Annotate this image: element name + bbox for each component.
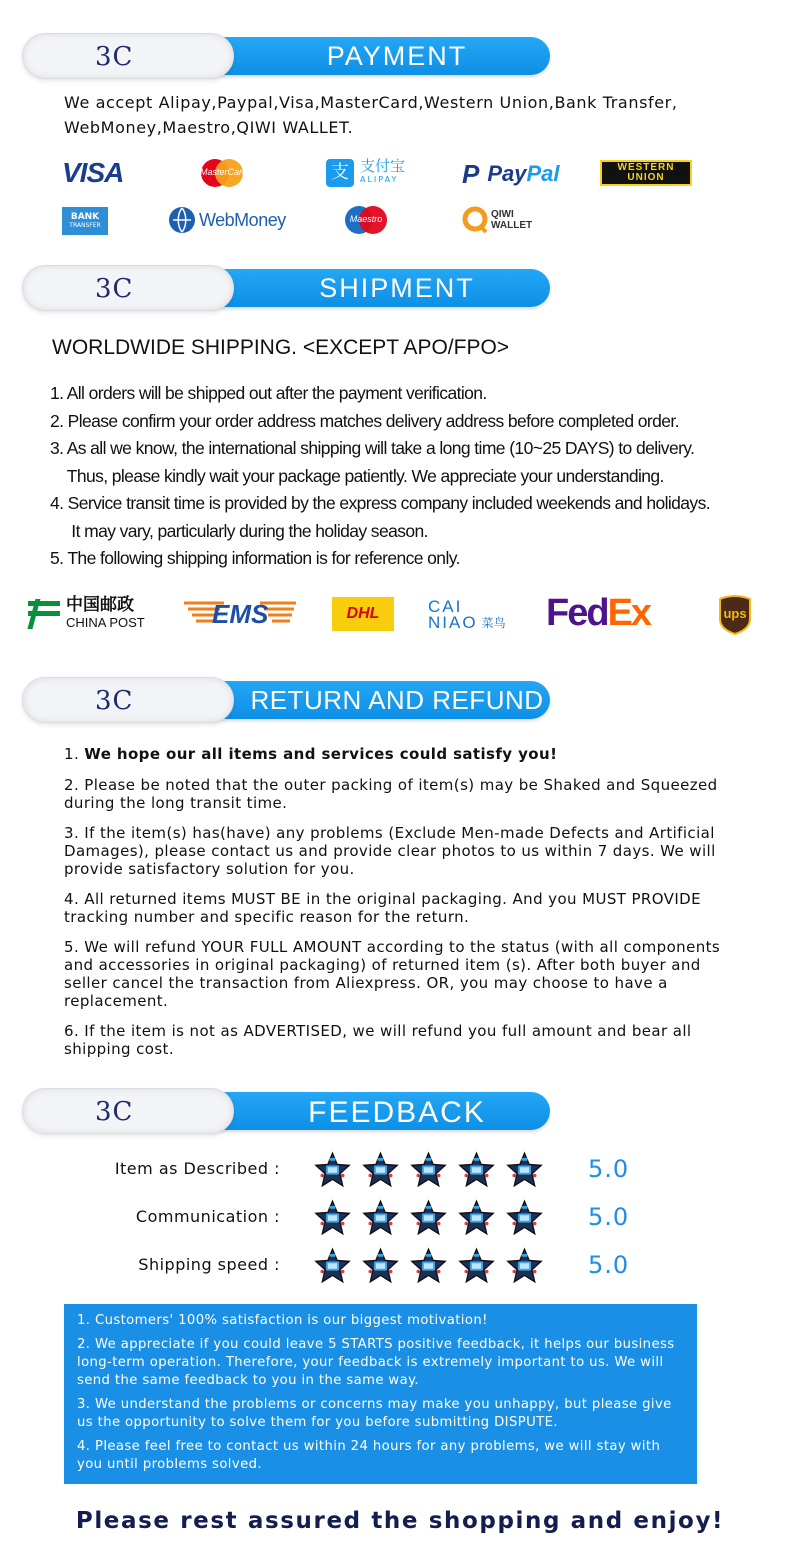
western-union-logo: WESTERN UNION	[600, 160, 692, 186]
star-icon	[506, 1151, 543, 1189]
shipment-title: SHIPMENT	[319, 273, 475, 303]
star-icon	[410, 1199, 447, 1237]
maestro-logo: Maestro	[342, 205, 390, 235]
webmoney-logo: WebMoney	[168, 205, 286, 235]
feedback-note: 4. Please feel free to contact us within 24 hours for any problems, we will stay with you until problems solved.	[77, 1439, 661, 1472]
return-item: 6. If the item is not as ADVERTISED, we will refund you full amount and bear all shipping cost.	[64, 1022, 692, 1058]
visa-logo: VISA	[62, 157, 124, 188]
mastercard-logo: MasterCard	[198, 158, 246, 188]
feedback-notes	[64, 1304, 697, 1484]
return-item: 4. All returned items MUST BE in the original packaging. And you MUST PROVIDE tracking number and specific reason for the return.	[64, 890, 701, 926]
star-icon	[314, 1247, 351, 1285]
rating-score: 5.0	[588, 1251, 630, 1279]
star-icon	[458, 1151, 495, 1189]
star-icon	[314, 1151, 351, 1189]
qiwi-logo: QIWI WALLET	[462, 205, 532, 235]
rating-row-communication	[0, 1199, 800, 1239]
shipping-term: 3. As all we know, the international shipping will take a long time (10~25 DAYS) to delivery.	[50, 438, 695, 458]
cainiao-logo: CAI NIAO 菜鸟	[428, 597, 506, 632]
alipay-logo: 支 支付宝 ALIPAY	[326, 158, 405, 188]
paypal-icon: P	[462, 158, 480, 189]
star-icon	[506, 1199, 543, 1237]
star-icon	[314, 1199, 351, 1237]
fedex-logo: Fed Ex	[546, 591, 651, 634]
rating-row-shipping-speed	[0, 1247, 800, 1287]
star-rating	[314, 1199, 554, 1239]
shipping-term: Thus, please kindly wait your package patiently. We appreciate your understanding.	[50, 465, 664, 486]
bank-transfer-logo: BANK TRANSFER	[62, 207, 108, 235]
shipping-terms-list	[50, 380, 770, 573]
globe-icon	[168, 206, 196, 234]
rating-score: 5.0	[588, 1203, 630, 1231]
star-rating	[314, 1247, 554, 1287]
star-icon	[410, 1247, 447, 1285]
china-post-logo: 中国邮政 CHINA POST	[26, 596, 145, 632]
star-icon	[362, 1151, 399, 1189]
feedback-title: FEEDBACK	[308, 1096, 486, 1129]
closing-message: Please rest assured the shopping and enjoy!	[75, 1508, 725, 1534]
rating-label: Item as Described :	[114, 1159, 280, 1178]
star-icon	[458, 1247, 495, 1285]
star-icon	[506, 1247, 543, 1285]
shipment-banner	[22, 265, 550, 311]
brand-logo: 3C	[95, 1097, 134, 1127]
feedback-note: 3. We understand the problems or concerns may make you unhappy, but please give us the opportunity to solve them for you before submitting DISPUTE.	[77, 1397, 672, 1430]
rating-label: Communication :	[135, 1207, 280, 1226]
return-item: 3. If the item(s) has(have) any problems (Exclude Men-made Defects and Artificial Damages), please contact us and provide clear photos to us within 7 days. We will provide satisfactory solution for you.	[64, 824, 716, 878]
star-icon	[362, 1247, 399, 1285]
feedback-note: 2. We appreciate if you could leave 5 STARTS positive feedback, it helps our business long-term operation. Therefore, your feedback is extremely important to us. We will send the same feedback to you in the same way.	[77, 1337, 675, 1388]
china-post-icon	[26, 597, 62, 631]
return-policy-list	[64, 745, 744, 1070]
shipping-term: 1. All orders will be shipped out after the payment verification.	[50, 383, 487, 403]
payment-text: We accept Alipay,Paypal,Visa,MasterCard,Western Union,Bank Transfer, WebMoney,Maestro,QIWI WALLET.	[64, 93, 678, 137]
rating-score: 5.0	[588, 1155, 630, 1183]
brand-logo: 3C	[95, 274, 134, 304]
star-icon	[458, 1199, 495, 1237]
ups-logo: ups	[718, 595, 752, 635]
return-item: 1. We hope our all items and services could satisfy you!	[64, 745, 558, 763]
shipping-headline: WORLDWIDE SHIPPING. <EXCEPT APO/FPO>	[52, 336, 510, 359]
return-item: 5. We will refund YOUR FULL AMOUNT according to the status (with all components and accessories in original packaging) of returned item (s). After both buyer and seller cancel the transaction from Aliexpress. OR, you may choose to have a replacement.	[64, 938, 721, 1010]
star-icon	[410, 1151, 447, 1189]
star-rating	[314, 1151, 554, 1191]
return-item: 2. Please be noted that the outer packing of item(s) may be Shaked and Squeezed during the long transit time.	[64, 776, 718, 812]
return-banner	[22, 677, 550, 723]
shipping-term: It may vary, particularly during the holiday season.	[50, 520, 428, 541]
shipping-term: 4. Service transit time is provided by the express company included weekends and holidays.	[50, 493, 710, 513]
return-title: RETURN AND REFUND	[250, 685, 544, 715]
rating-label: Shipping speed :	[138, 1255, 280, 1274]
shipping-term: 5. The following shipping information is for reference only.	[50, 548, 460, 568]
shipping-term: 2. Please confirm your order address matches delivery address before completed order.	[50, 410, 679, 431]
qiwi-icon	[462, 206, 488, 234]
payment-title: PAYMENT	[326, 41, 468, 71]
brand-logo: 3C	[95, 42, 134, 72]
ems-logo: EMS	[182, 599, 298, 629]
feedback-banner	[22, 1088, 550, 1134]
star-icon	[362, 1199, 399, 1237]
alipay-icon: 支	[326, 159, 354, 187]
brand-logo: 3C	[95, 686, 134, 716]
payment-banner	[22, 33, 550, 79]
rating-row-item-as-described	[0, 1151, 800, 1191]
paypal-logo: P Pay Pal	[462, 158, 560, 189]
feedback-note: 1. Customers' 100% satisfaction is our biggest motivation!	[77, 1313, 488, 1328]
dhl-logo: DHL	[332, 597, 394, 631]
